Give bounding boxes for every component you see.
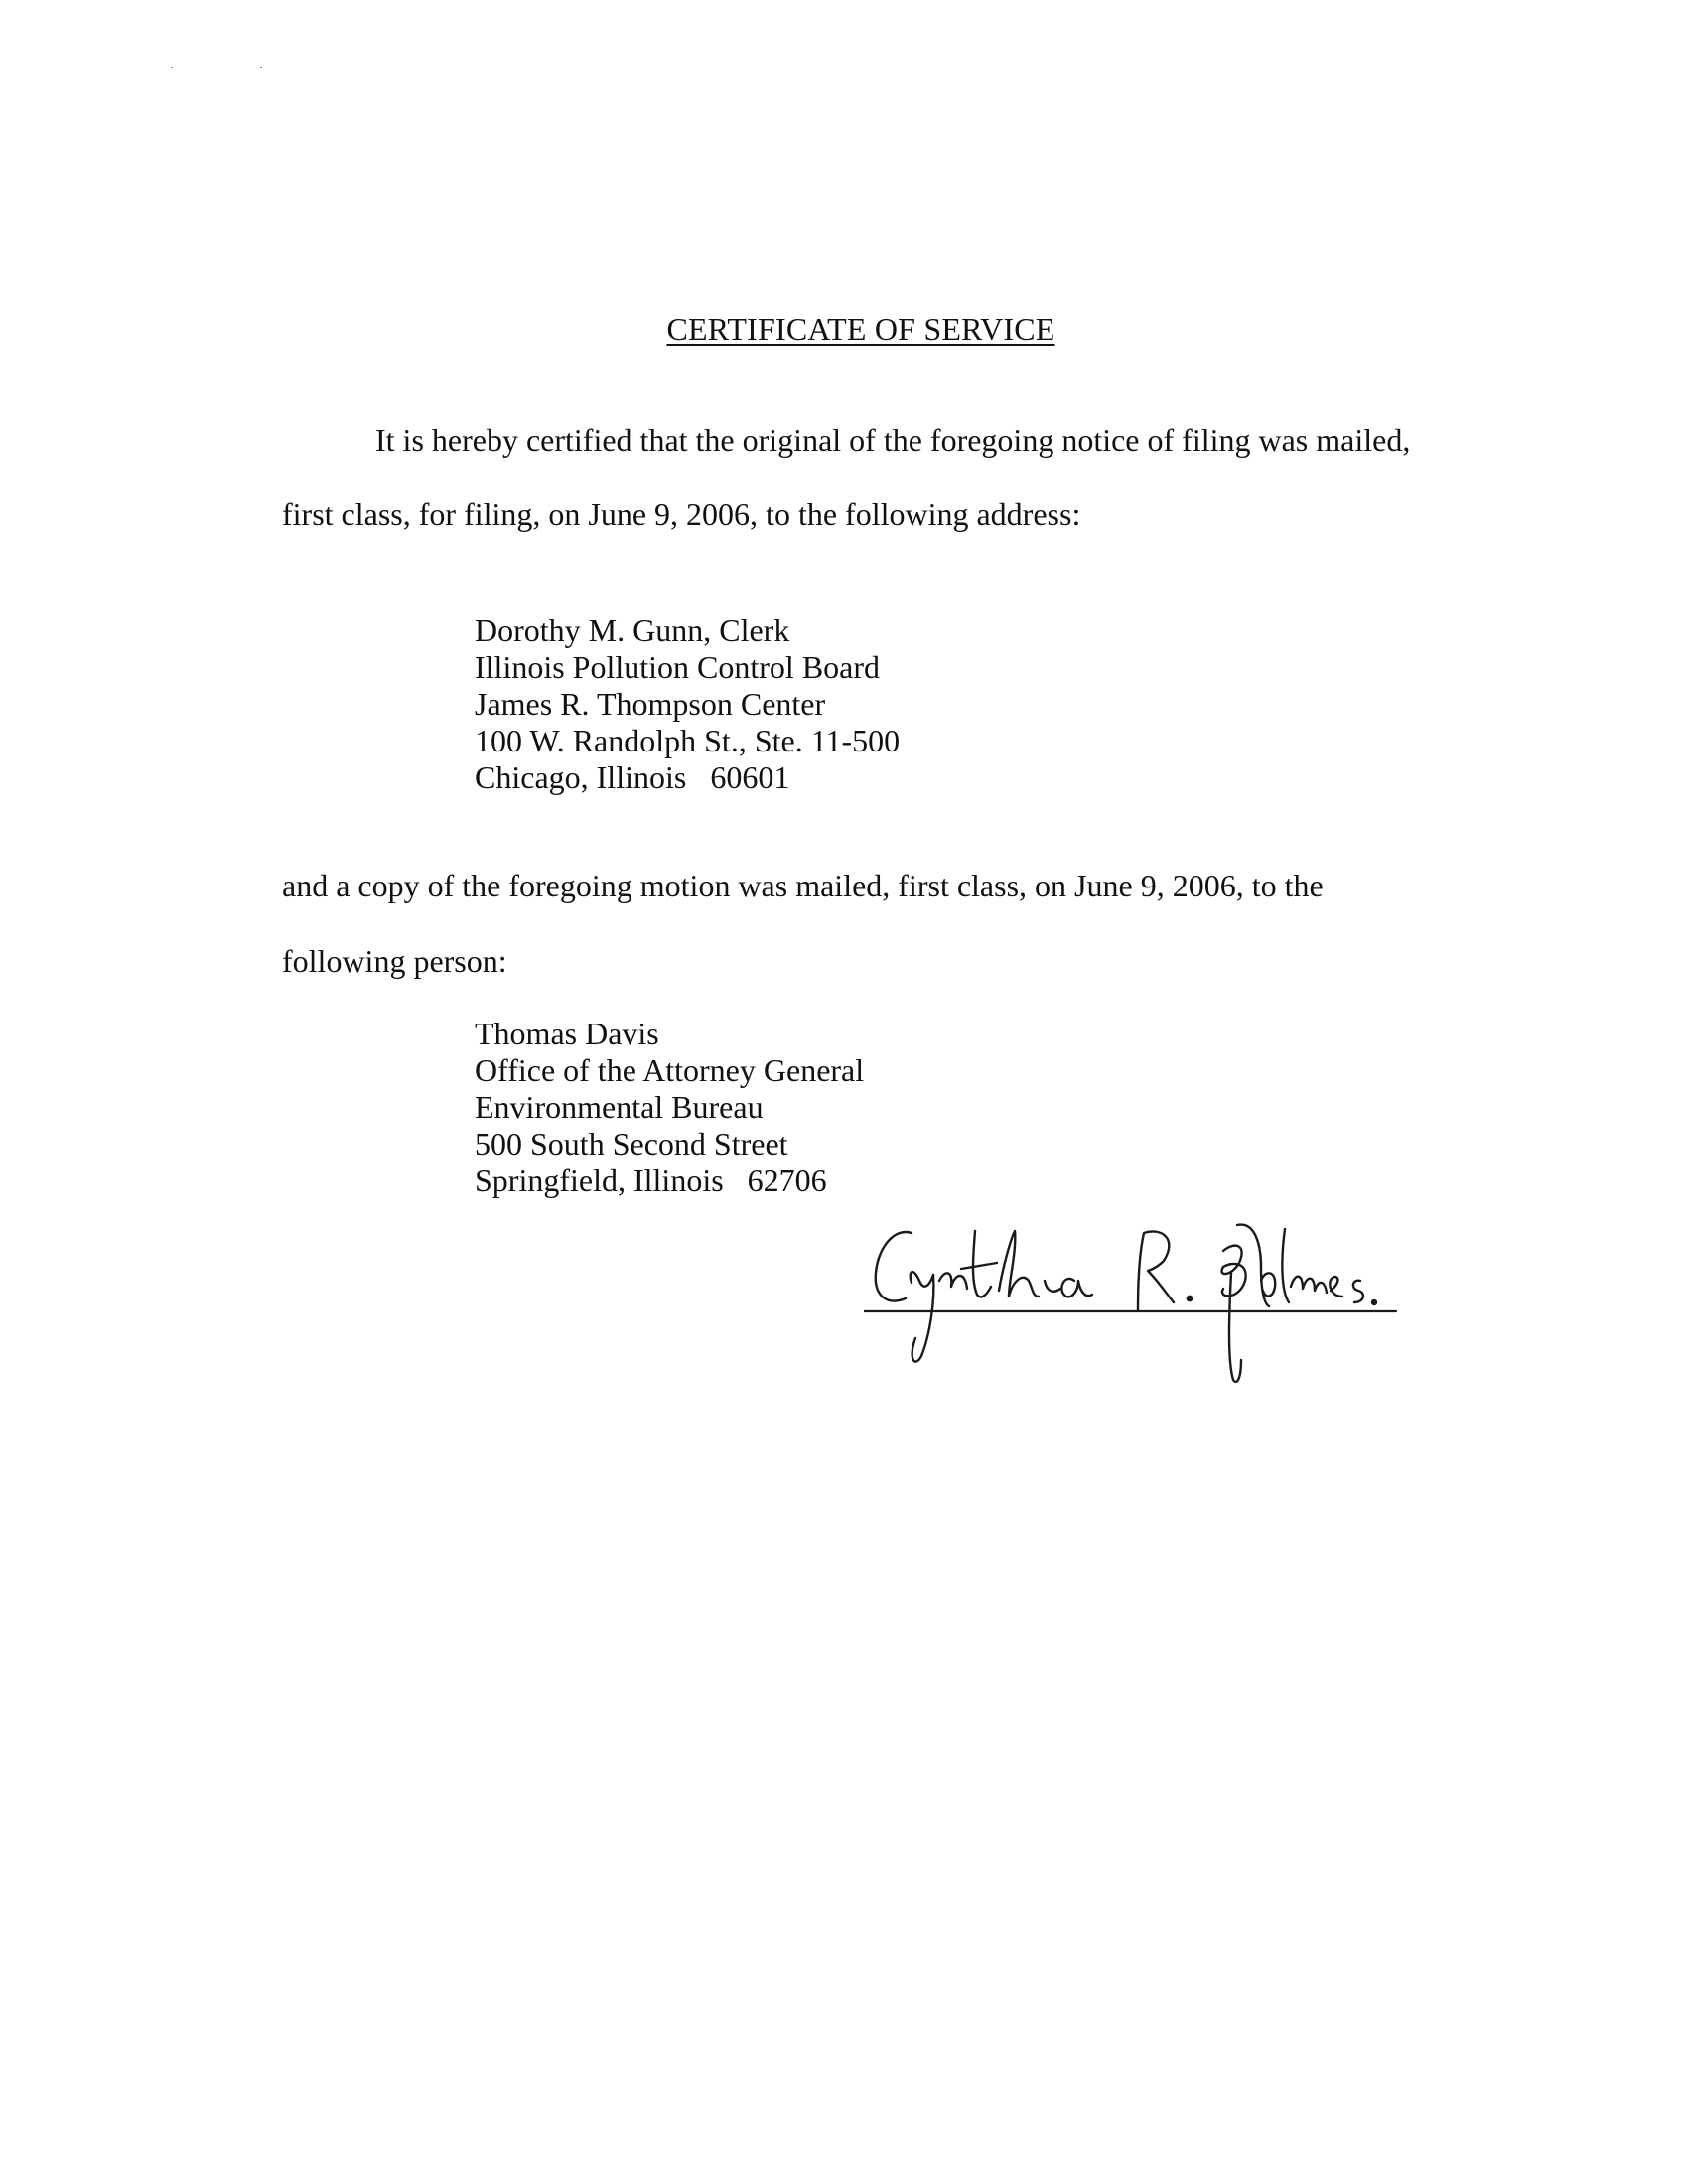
certificate-title: CERTIFICATE OF SERVICE	[666, 311, 1055, 346]
handwritten-signature	[864, 1211, 1400, 1390]
recipient-street: 500 South Second Street	[475, 1126, 788, 1161]
recipient-department: Environmental Bureau	[475, 1089, 764, 1125]
recipient-city: Springfield, Illinois 62706	[475, 1162, 827, 1198]
recipient-address-clerk	[475, 613, 900, 796]
copy-text-line-1: and a copy of the foregoing motion was mailed, first class, on June 9, 2006, to the	[282, 868, 1324, 903]
recipient-name: Thomas Davis	[475, 1016, 659, 1051]
recipient-organization: Office of the Attorney General	[475, 1052, 865, 1088]
recipient-city: Chicago, Illinois 60601	[475, 759, 790, 795]
certification-text-line-1: It is hereby certified that the original of the foregoing notice of filing was mailed,	[375, 422, 1411, 458]
certification-text-line-2: first class, for filing, on June 9, 2006, to the following address:	[282, 496, 1081, 532]
copy-text-line-2: following person:	[282, 943, 507, 979]
recipient-organization: Illinois Pollution Control Board	[475, 649, 881, 685]
scan-artifact	[260, 67, 262, 68]
signature-drawing	[864, 1211, 1400, 1390]
recipient-address-attorney-general	[475, 1016, 864, 1199]
signature-strokes	[864, 1225, 1396, 1382]
recipient-street: 100 W. Randolph St., Ste. 11-500	[475, 723, 901, 758]
recipient-name: Dorothy M. Gunn, Clerk	[475, 613, 790, 648]
recipient-building: James R. Thompson Center	[475, 686, 826, 722]
scan-artifact	[171, 67, 173, 68]
